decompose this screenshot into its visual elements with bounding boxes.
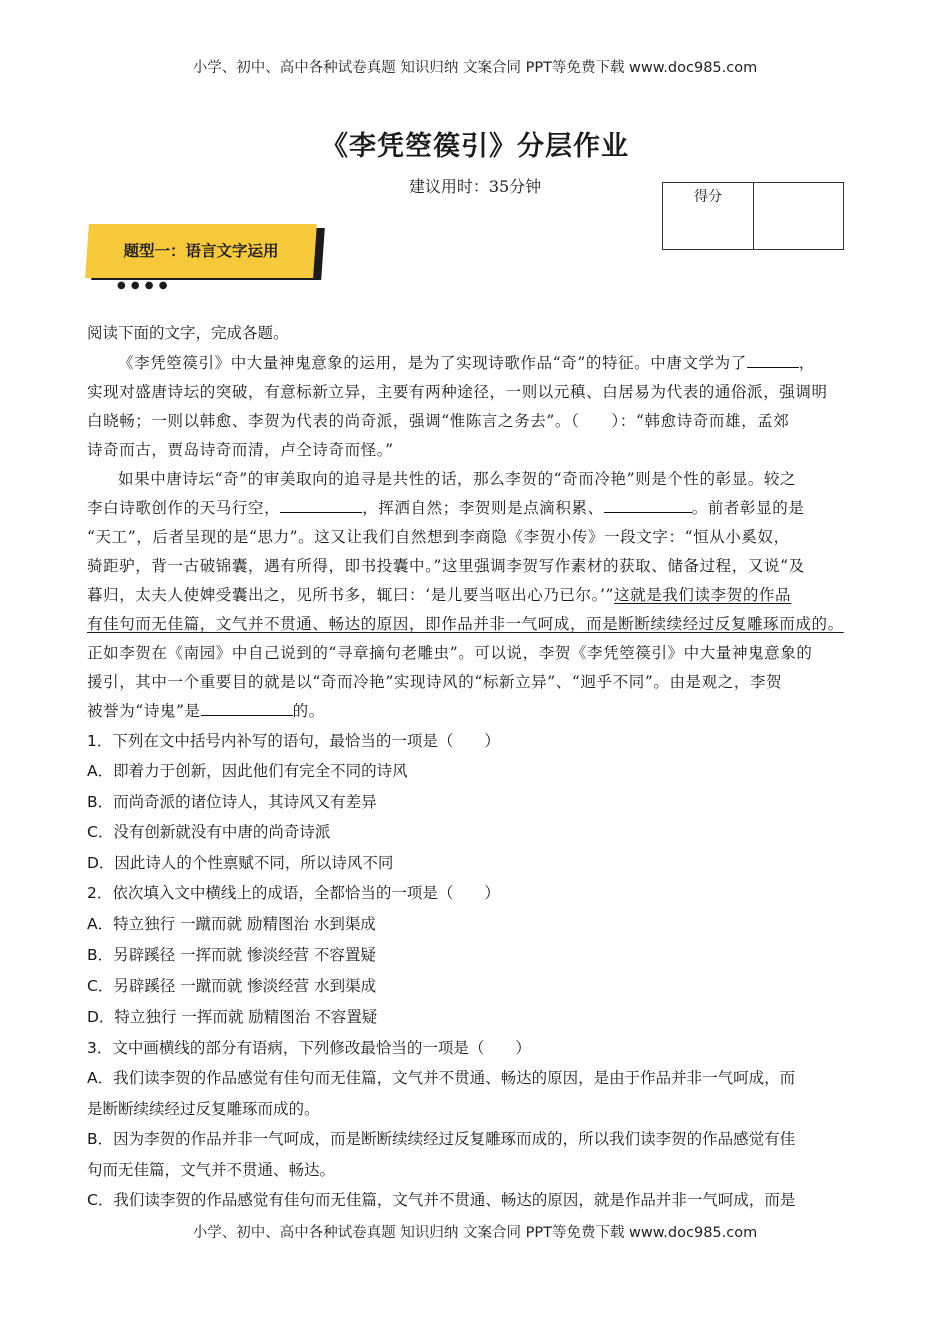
text-line: 骑距驴，背一古破锦囊，遇有所得，即书投囊中。”这里强调李贺写作素材的获取、储备过程，又说“及: [87, 556, 805, 575]
page-footer-banner: 小学、初中、高中各种试卷真题 知识归纳 文案合同 PPT等免费下载 www.doc985.com: [192, 1225, 758, 1241]
text-line: 实现对盛唐诗坛的突破，有意标新立异，主要有两种途径，一则以元稹、白居易为代表的通俗派，强调明: [87, 382, 828, 401]
option-b: B．另辟蹊径 一挥而就 惨淡经营 不容置疑: [87, 945, 376, 964]
text-line: 诗奇而古，贾岛诗奇而清，卢仝诗奇而怪。”: [87, 440, 394, 459]
suggested-time: 建议用时：35分钟: [408, 177, 542, 196]
option-b: B．而尚奇派的诸位诗人，其诗风又有差异: [87, 792, 377, 811]
section-tag-dots: ● ● ● ●: [117, 280, 169, 291]
text-line: 被誉为“诗鬼”是 的。: [87, 697, 867, 726]
text-line: 正如李贺在《南园》中自己说到的“寻章摘句老雕虫”。可以说，李贺《李凭箜篌引》中大量神鬼意象的: [87, 643, 813, 662]
question-2: [87, 878, 867, 1033]
question-stem: 3．文中画横线的部分有语病，下列修改最恰当的一项是（ ）: [87, 1038, 531, 1057]
answer-blank: [201, 699, 293, 716]
option-d: D．特立独行 一挥而就 励精图治 不容置疑: [87, 1007, 378, 1026]
page-title: 《李凭箜篌引》分层作业: [321, 131, 629, 162]
text-line: “天工”，后者呈现的是“思力”。这又让我们自然想到李商隐《李贺小传》一段文字：“恒从小奚奴，: [87, 527, 790, 546]
question-stem: 1．下列在文中括号内补写的语句，最恰当的一项是（ ）: [87, 731, 500, 750]
question-1: [87, 726, 867, 879]
question-stem: 2．依次填入文中横线上的成语，全都恰当的一项是（ ）: [87, 884, 500, 902]
text-line: 白晓畅；一则以韩愈、李贺为代表的尚奇派，强调“惟陈言之务去”。（ ）：“韩愈诗奇而雄，孟郊: [87, 411, 790, 430]
text-line: [87, 610, 867, 639]
option-a: A．特立独行 一蹴而就 励精图治 水到渠成: [87, 914, 376, 933]
option-c: C．没有创新就没有中唐的尚奇诗派: [87, 823, 331, 841]
underlined-sentence: 有佳句而无佳篇，文气并不贯通、畅达的原因，即作品并非一气呵成，而是断断续续经过反复雕琢而成的。: [87, 614, 844, 633]
score-box: [662, 182, 844, 250]
text-line: 如果中唐诗坛“奇”的审美取向的追寻是共性的话，那么李贺的“奇而冷艳”则是个性的彰显。较之: [118, 469, 797, 488]
option-d: D．因此诗人的个性禀赋不同，所以诗风不同: [87, 853, 394, 872]
text-line: 暮归，太夫人使婢受囊出之，见所书多，辄曰：‘是儿要当呕出心乃已尔。’”这就是我们读李贺的作品: [87, 585, 792, 604]
answer-blank: [280, 496, 362, 513]
option-b-continued: 句而无佳篇，文气并不贯通、畅达。: [87, 1160, 336, 1179]
paragraph-1: [87, 349, 867, 465]
main-content: [87, 318, 867, 1216]
text-line: 援引，其中一个重要目的就是以“奇而冷艳”实现诗风的“标新立异”、“迥乎不同”。由是观之，李贺: [87, 672, 783, 691]
section-tag-label: 题型一：语言文字运用: [123, 242, 279, 260]
score-label: 得分: [663, 183, 754, 249]
question-3: [87, 1033, 867, 1216]
paragraph-2: [87, 465, 867, 726]
option-b: B．因为李贺的作品并非一气呵成，而是断断续续经过反复雕琢而成的，所以我们读李贺的作品感觉有佳: [87, 1130, 796, 1148]
text-line: 《李凭箜篌引》中大量神鬼意象的运用，是为了实现诗歌作品“奇”的特征。中唐文学为了 ，: [87, 349, 867, 378]
option-a: A．我们读李贺的作品感觉有佳句而无佳篇，文气并不贯通、畅达的原因，是由于作品并非一气呵成，而: [87, 1069, 796, 1087]
text-line: 李白诗歌创作的天马行空， ，挥洒自然；李贺则是点滴积累、 。前者彰显的是: [87, 494, 867, 523]
reading-instruction: 阅读下面的文字，完成各题。: [87, 324, 289, 342]
option-c: C．我们读李贺的作品感觉有佳句而无佳篇，文气并不贯通、畅达的原因，就是作品并非一气呵成，而是: [87, 1191, 796, 1209]
option-a-continued: 是断断续续经过反复雕琢而成的。: [87, 1099, 320, 1118]
option-c: C．另辟蹊径 一蹴而就 惨淡经营 水到渠成: [87, 976, 377, 995]
section-tag: [87, 222, 332, 291]
underlined-sentence: 这就是我们读李贺的作品: [614, 585, 792, 604]
page-header-banner: 小学、初中、高中各种试卷真题 知识归纳 文案合同 PPT等免费下载 www.doc985.com: [192, 60, 758, 76]
option-a: A．即着力于创新，因此他们有完全不同的诗风: [87, 762, 408, 780]
answer-blank: [747, 351, 799, 368]
answer-blank: [604, 496, 692, 513]
